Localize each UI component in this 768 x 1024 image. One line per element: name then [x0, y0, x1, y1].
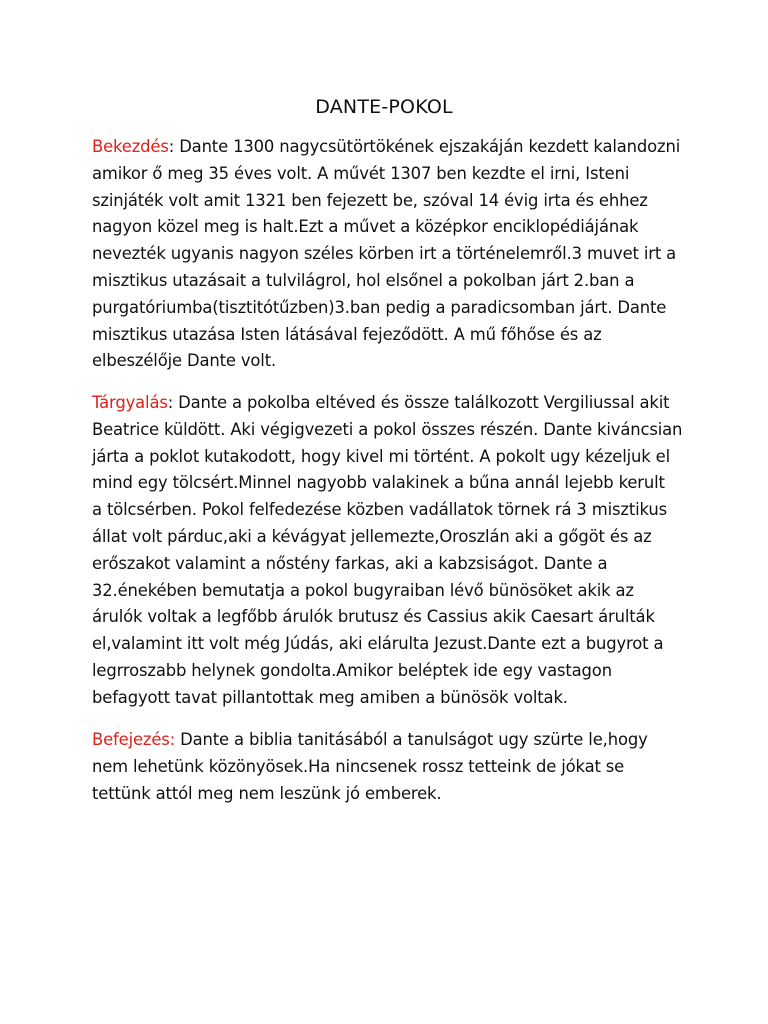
text-line — [92, 390, 692, 417]
text-line-content: Dante a biblia tanitásából a tanulságot ugy szürte le,hogy — [175, 730, 648, 749]
text-line: árulók voltak a legfőbb árulók brutusz és Cassius akik Caesart árulták — [92, 607, 655, 627]
text-line: nagyon közel meg is halt.Ezt a művet a középkor enciklopédiájának — [92, 217, 639, 237]
text-line: nem lehetünk közönyösek.Ha nincsenek rossz tetteink de jókat se — [92, 756, 625, 776]
text-line: el,valamint itt volt még Júdás, aki elárulta Jezust.Dante ezt a bugyrot a — [92, 634, 664, 654]
paragraph-targyalas — [92, 390, 692, 712]
text-line-content: : Dante a pokolba eltéved és össze találkozott Vergiliussal akit — [167, 393, 670, 412]
paragraph-bekezdes — [92, 134, 692, 375]
text-line: járta a poklot kutakodott, hogy kivel mi történt. A pokolt ugy kézeljuk el — [92, 446, 670, 466]
text-line: erőszakot valamint a nőstény farkas, aki a kabzsiságot. Dante a — [92, 553, 608, 573]
text-line: amikor ő meg 35 éves volt. A művét 1307 ben kezdte el irni, Isteni — [92, 163, 630, 183]
page-title: DANTE-POKOL — [315, 96, 453, 118]
text-line: tettünk attól meg nem leszünk jó emberek. — [92, 783, 442, 803]
text-line: mind egy tölcsért.Minnel nagyobb valakinek a bűna annál lejebb kerult — [92, 473, 665, 493]
text-line: misztikus utazásait a tulvilágrol, hol elsőnel a pokolban járt 2.ban a — [92, 270, 635, 290]
text-line: állat volt párduc,aki a kévágyat jellemezte,Oroszlán aki a gőgöt és az — [92, 526, 652, 546]
text-line — [92, 134, 692, 161]
text-line: Beatrice küldött. Aki végigvezeti a pokol összes részén. Dante kiváncsian — [92, 419, 683, 439]
text-line-content: : Dante 1300 nagycsütörtökének ejszakáján kezdett kalandozni — [168, 137, 681, 156]
text-line: 32.énekében bemutatja a pokol bugyraiban lévő bünösöket akik az — [92, 580, 634, 600]
text-line: a tölcsérben. Pokol felfedezése közben vadállatok törnek rá 3 misztikus — [92, 500, 667, 520]
text-line: misztikus utazása Isten látásával fejeződött. A mű főhőse és az — [92, 324, 602, 344]
text-line: befagyott tavat pillantottak meg amiben a bünösök voltak. — [92, 687, 568, 707]
section-label-targyalas: Tárgyalás — [92, 393, 168, 412]
paragraph-befejezes — [92, 727, 692, 807]
section-label-bekezdes: Bekezdés — [92, 137, 169, 156]
text-line — [92, 727, 692, 754]
text-line: nevezték ugyanis nagyon széles körben irt a történelemről.3 muvet irt a — [92, 244, 677, 264]
text-line: elbeszélője Dante volt. — [92, 351, 277, 371]
section-label-befejezes: Befejezés: — [92, 730, 176, 749]
text-line: szinjáték volt amit 1321 ben fejezett be, szóval 14 évig irta és ehhez — [92, 190, 648, 210]
text-line: purgatóriumba(tisztitótűzben)3.ban pedig a paradicsomban járt. Dante — [92, 297, 667, 317]
text-line: legrroszabb helynek gondolta.Amikor beléptek ide egy vastagon — [92, 660, 612, 680]
